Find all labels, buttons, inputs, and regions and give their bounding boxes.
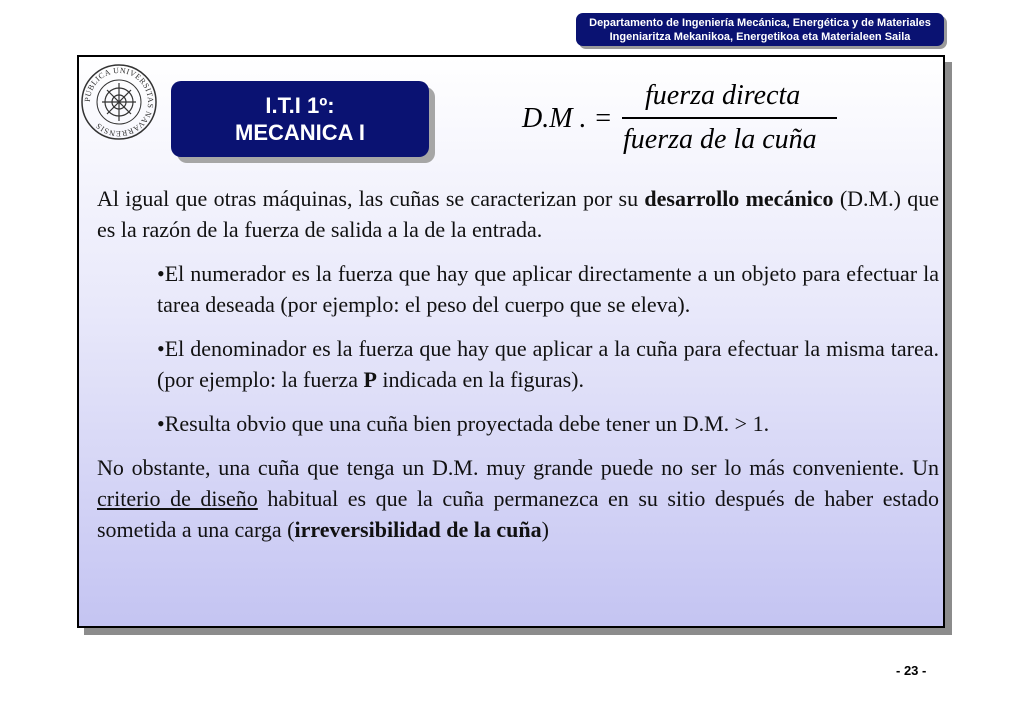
body-text (97, 183, 939, 545)
seal-text: PUBLICA UNIVERSITAS NAVARRENSIS (82, 65, 156, 139)
intro-paragraph (97, 183, 939, 245)
page-number: - 23 - (896, 663, 927, 678)
bullet-denominator-text-end: indicada en la figuras). (376, 367, 584, 392)
department-name-basque: Ingeniaritza Mekanikoa, Energetikoa eta Materialeen Saila (609, 31, 911, 43)
formula-denominator: fuerza de la cuña (623, 124, 817, 155)
intro-text-end: (D.M.) que es la razón de la fuerza de salida a la de la entrada. (97, 186, 939, 242)
bullet-conclusion: •Resulta obvio que una cuña bien proyectada debe tener un D.M. > 1. (157, 411, 770, 436)
course-name: MECANICA I (235, 120, 365, 145)
bullet-numerator: •El numerador es la fuerza que hay que aplicar directamente a un objeto para efectuar la tarea deseada (por ejemplo: el peso del cuerpo que se eleva). (157, 261, 939, 317)
force-p-bold: P (363, 367, 377, 392)
course-code: I.T.I 1º: (265, 93, 335, 118)
university-seal-logo (80, 63, 158, 141)
design-text-mid: habitual es que la cuña permanezca en su sitio después de haber estado sometida a una carga ( (97, 486, 939, 542)
formula-lhs: D.M . = (522, 103, 613, 134)
bullet-denominator-text: •El denominador es la fuerza que hay que aplicar a la cuña para efectuar la misma tarea. (por ejemplo: la fuerza (157, 336, 939, 392)
mechanical-advantage-formula (520, 80, 850, 162)
design-paragraph (97, 452, 939, 545)
department-banner (576, 13, 944, 46)
design-criterion-underlined: criterio de diseño (97, 486, 258, 511)
fraction-bar (622, 117, 837, 119)
intro-text: Al igual que otras máquinas, las cuñas se caracterizan por su (97, 186, 645, 211)
course-title-box (171, 81, 429, 157)
design-text: No obstante, una cuña que tenga un D.M. muy grande puede no ser lo más conveniente. Un (97, 455, 939, 480)
irreversibility-bold: irreversibilidad de la cuña (294, 517, 542, 542)
formula-numerator: fuerza directa (645, 80, 801, 111)
bullet-denominator (157, 333, 939, 395)
department-name-spanish: Departamento de Ingeniería Mecánica, Energética y de Materiales (589, 17, 931, 29)
intro-term-bold: desarrollo mecánico (644, 186, 834, 211)
design-text-end: ) (541, 517, 549, 542)
